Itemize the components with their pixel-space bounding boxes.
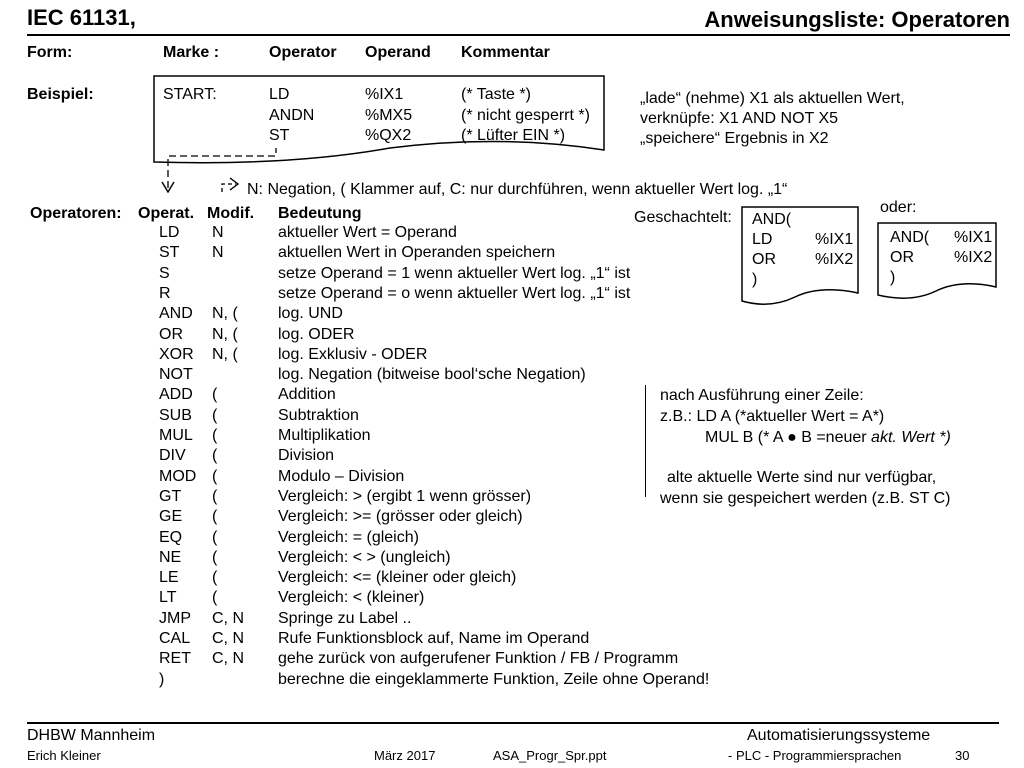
footer-date: März 2017	[374, 748, 436, 763]
footer-subtitle: - PLC - Programmiersprachen	[728, 748, 902, 763]
example-operand-2: %MX5	[365, 107, 413, 124]
modifier-cell: C, N	[212, 610, 244, 627]
example-op-2: ANDN	[269, 107, 315, 124]
example-label: Beispiel:	[27, 86, 94, 103]
nested-box-2-line-2-operand: %IX2	[954, 249, 993, 266]
modifier-cell: N, (	[212, 326, 238, 343]
meaning-cell: aktueller Wert = Operand	[278, 224, 457, 241]
modifier-cell: (	[212, 468, 218, 485]
footer-page: 30	[955, 748, 970, 763]
example-op-1: LD	[269, 86, 290, 103]
meaning-cell: setze Operand = o wenn aktueller Wert log. „1“ ist	[278, 285, 631, 302]
meaning-cell: Division	[278, 447, 335, 464]
operator-cell: SUB	[159, 407, 192, 424]
example-operand-3: %QX2	[365, 127, 412, 144]
example-explain-2: verknüpfe: X1 AND NOT X5	[640, 110, 839, 127]
modifier-cell: (	[212, 549, 218, 566]
example-comment-2: (* nicht gesperrt *)	[461, 107, 590, 124]
modifier-cell: (	[212, 529, 218, 546]
form-label: Form:	[27, 44, 73, 61]
operator-cell: LE	[159, 569, 179, 586]
nested-box-2-line-1-operand: %IX1	[954, 229, 993, 246]
col-header-meaning: Bedeutung	[278, 205, 362, 222]
operator-cell: OR	[159, 326, 183, 343]
operator-cell: EQ	[159, 529, 183, 546]
note-line-2: z.B.: LD A (*aktueller Wert = A*)	[660, 408, 885, 425]
modifier-cell: N	[212, 244, 224, 261]
note-line-3-italic: akt. Wert *)	[871, 429, 951, 446]
operator-cell: )	[159, 671, 165, 688]
meaning-cell: Addition	[278, 386, 336, 403]
form-operand: Operand	[365, 44, 431, 61]
modifier-cell: (	[212, 447, 218, 464]
footer-file: ASA_Progr_Spr.ppt	[493, 748, 607, 763]
example-start-label: START:	[163, 86, 217, 103]
example-comment-3: (* Lüfter EIN *)	[461, 127, 566, 144]
meaning-cell: Multiplikation	[278, 427, 371, 444]
nested-box-1-line-4: )	[752, 271, 758, 288]
note-line-4: alte aktuelle Werte sind nur verfügbar,	[667, 469, 937, 486]
nested-box-1-line-2-operand: %IX1	[815, 231, 854, 248]
meaning-cell: Vergleich: < > (ungleich)	[278, 549, 451, 566]
header-left: IEC 61131,	[27, 5, 136, 30]
operator-cell: R	[159, 285, 171, 302]
meaning-cell: log. Exklusiv - ODER	[278, 346, 428, 363]
modifier-cell: (	[212, 407, 218, 424]
operators-label: Operatoren:	[30, 205, 122, 222]
meaning-cell: aktuellen Wert in Operanden speichern	[278, 244, 556, 261]
modifier-cell: (	[212, 488, 218, 505]
example-explain-3: „speichere“ Ergebnis in X2	[640, 130, 829, 147]
modifier-cell: (	[212, 589, 218, 606]
operator-cell: DIV	[159, 447, 186, 464]
operator-cell: XOR	[159, 346, 194, 363]
footer-course: Automatisierungssysteme	[747, 727, 931, 744]
note-line-5: wenn sie gespeichert werden (z.B. ST C)	[660, 490, 951, 507]
modifier-cell: (	[212, 569, 218, 586]
meaning-cell: Rufe Funktionsblock auf, Name im Operand	[278, 630, 590, 647]
meaning-cell: Subtraktion	[278, 407, 359, 424]
dashed-arrows	[150, 140, 250, 200]
meaning-cell: Vergleich: < (kleiner)	[278, 589, 425, 606]
meaning-cell: gehe zurück von aufgerufener Funktion / FB / Programm	[278, 650, 679, 667]
operator-cell: ST	[159, 244, 180, 261]
meaning-cell: Modulo – Division	[278, 468, 405, 485]
meaning-cell: Vergleich: > (ergibt 1 wenn grösser)	[278, 488, 532, 505]
meaning-cell: setze Operand = 1 wenn aktueller Wert log. „1“ ist	[278, 265, 631, 282]
meaning-cell: log. UND	[278, 305, 343, 322]
modifier-cell: (	[212, 427, 218, 444]
modifier-cell: N, (	[212, 346, 238, 363]
operator-cell: NOT	[159, 366, 193, 383]
operator-cell: AND	[159, 305, 193, 322]
modifier-cell: (	[212, 508, 218, 525]
example-explain-1: „lade“ (nehme) X1 als aktuellen Wert,	[640, 90, 905, 107]
operator-cell: S	[159, 265, 170, 282]
operator-cell: LT	[159, 589, 177, 606]
example-operand-1: %IX1	[365, 86, 404, 103]
operator-cell: MUL	[159, 427, 193, 444]
nested-box-2-line-2-op: OR	[890, 249, 914, 266]
nested-label: Geschachtelt:	[634, 209, 732, 226]
modifier-cell: C, N	[212, 650, 244, 667]
operator-cell: RET	[159, 650, 191, 667]
col-header-modifier: Modif.	[207, 205, 255, 222]
header-title: Anweisungsliste: Operatoren	[704, 7, 1010, 32]
nested-box-1-line-3-op: OR	[752, 251, 776, 268]
modifier-cell: N, (	[212, 305, 238, 322]
header-rule	[27, 34, 1010, 36]
modifier-cell: C, N	[212, 630, 244, 647]
operator-cell: LD	[159, 224, 180, 241]
meaning-cell: Vergleich: <= (kleiner oder gleich)	[278, 569, 517, 586]
note-line-1: nach Ausführung einer Zeile:	[660, 387, 864, 404]
nested-box-1-line-2-op: LD	[752, 231, 773, 248]
footer-author: Erich Kleiner	[27, 748, 101, 763]
meaning-cell: log. Negation (bitweise bool‘sche Negation)	[278, 366, 586, 383]
operator-cell: CAL	[159, 630, 191, 647]
footer-org: DHBW Mannheim	[27, 727, 156, 744]
modifier-cell: (	[212, 386, 218, 403]
nested-box-2-line-1-op: AND(	[890, 229, 930, 246]
footer-rule	[27, 722, 999, 724]
modifier-cell: N	[212, 224, 224, 241]
operator-cell: GE	[159, 508, 183, 525]
form-marke: Marke :	[163, 44, 220, 61]
operator-cell: GT	[159, 488, 182, 505]
operator-cell: NE	[159, 549, 182, 566]
modifier-note: N: Negation, ( Klammer auf, C: nur durchführen, wenn aktueller Wert log. „1“	[247, 181, 788, 198]
col-header-operator: Operat.	[138, 205, 195, 222]
operator-cell: JMP	[159, 610, 191, 627]
note-vertical-rule	[645, 385, 646, 497]
nested-box-2-line-3: )	[890, 269, 896, 286]
form-kommentar: Kommentar	[461, 44, 550, 61]
note-line-3-text: MUL B (* A ● B =neuer	[705, 429, 872, 446]
operator-cell: ADD	[159, 386, 193, 403]
meaning-cell: Vergleich: = (gleich)	[278, 529, 419, 546]
nested-box-1-line-1: AND(	[752, 211, 792, 228]
nested-box-1-line-3-operand: %IX2	[815, 251, 854, 268]
meaning-cell: Springe zu Label ..	[278, 610, 412, 627]
meaning-cell: berechne die eingeklammerte Funktion, Zeile ohne Operand!	[278, 671, 710, 688]
example-comment-1: (* Taste *)	[461, 86, 531, 103]
operator-cell: MOD	[159, 468, 197, 485]
example-op-3: ST	[269, 127, 290, 144]
meaning-cell: Vergleich: >= (grösser oder gleich)	[278, 508, 523, 525]
form-operator: Operator	[269, 44, 337, 61]
oder-label: oder:	[880, 199, 917, 216]
note-line-3	[705, 429, 951, 447]
meaning-cell: log. ODER	[278, 326, 355, 343]
